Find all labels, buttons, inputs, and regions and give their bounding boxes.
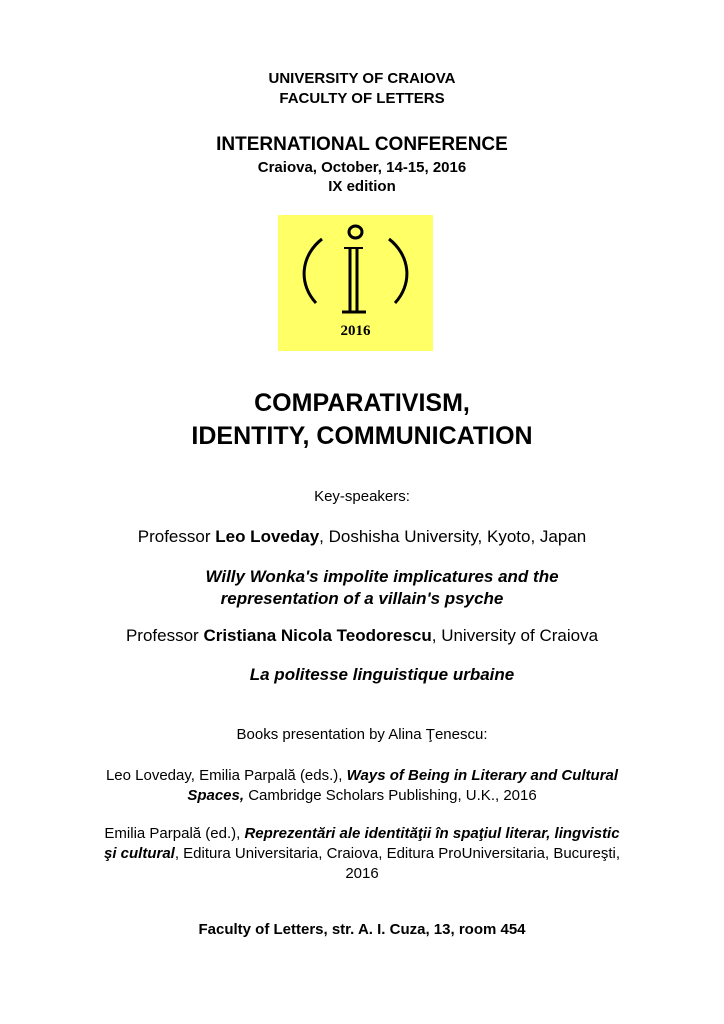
speaker-2-affiliation: , University of Craiova <box>431 626 599 645</box>
speaker-2-prefix: Professor <box>125 626 204 645</box>
book-2-title-part-2: şi cultural <box>103 845 175 862</box>
conference-logo <box>278 215 433 351</box>
book-2-title-part-1: Reprezentări ale identităţii în spaţiul literar, lingvistic <box>244 825 620 842</box>
logo-year: 2016 <box>340 323 371 339</box>
book-1-title-part-2: Spaces, <box>187 787 245 804</box>
university-name: UNIVERSITY OF CRAIOVA <box>268 70 456 87</box>
book-1-title-part-1: Ways of Being in Literary and Cultural <box>346 767 619 784</box>
book-1-line-1 <box>0 766 724 786</box>
book-2-authors: Emilia Parpală (ed.), <box>104 825 245 842</box>
speaker-1-talk-line-2: representation of a villain's psyche <box>220 589 504 608</box>
book-2-line-1 <box>0 824 724 844</box>
keyspeakers-label: Key-speakers: <box>314 488 410 505</box>
conference-date: Craiova, October, 14-15, 2016 <box>257 159 467 176</box>
conference-edition: IX edition <box>328 178 396 195</box>
speaker-1-prefix: Professor <box>137 527 216 546</box>
main-title-line-2: IDENTITY, COMMUNICATION <box>191 422 533 450</box>
book-2-publisher: , Editura Universitaria, Craiova, Editura ProUniversitaria, Bucureşti, <box>174 845 621 862</box>
book-1-authors: Leo Loveday, Emilia Parpală (eds.), <box>105 767 347 784</box>
books-presentation-label: Books presentation by Alina Ţenescu: <box>236 726 488 743</box>
speaker-1 <box>0 526 724 548</box>
speaker-1-affiliation: , Doshisha University, Kyoto, Japan <box>319 527 587 546</box>
conference-location: Faculty of Letters, str. A. I. Cuza, 13, room 454 <box>198 921 526 938</box>
speaker-2-name: Cristiana Nicola Teodorescu <box>203 626 432 645</box>
book-2-year: 2016 <box>345 865 379 882</box>
main-title-line-1: COMPARATIVISM, <box>254 389 470 417</box>
conference-title: INTERNATIONAL CONFERENCE <box>216 134 508 155</box>
speaker-2-talk: La politesse linguistique urbaine <box>249 665 515 684</box>
faculty-name: FACULTY OF LETTERS <box>279 90 445 107</box>
speaker-1-name: Leo Loveday <box>215 527 320 546</box>
book-1-line-2 <box>0 786 724 806</box>
book-2-line-2 <box>0 844 724 864</box>
speaker-2 <box>0 625 724 647</box>
book-1-publisher: Cambridge Scholars Publishing, U.K., 2016 <box>244 787 537 804</box>
speaker-1-talk-line-1: Willy Wonka's impolite implicatures and the <box>205 567 559 586</box>
